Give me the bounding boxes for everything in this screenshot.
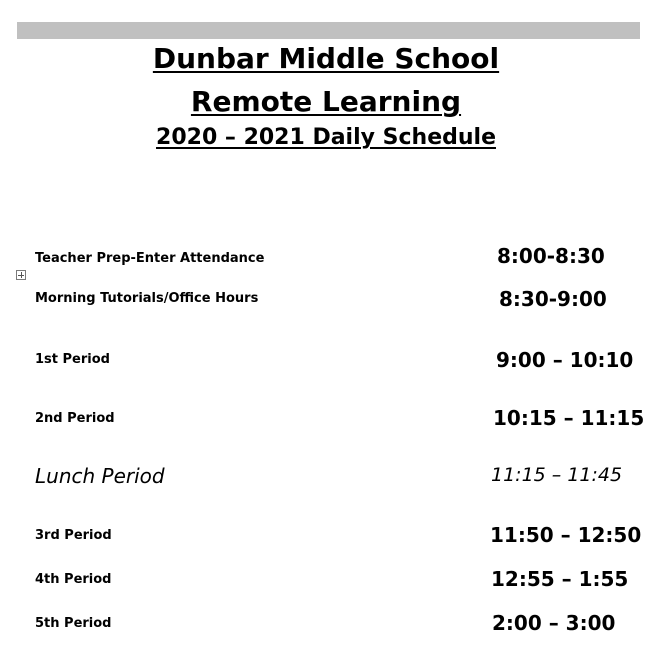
period-time: 8:30-9:00 xyxy=(499,287,607,311)
schedule-title-text: 2020 – 2021 Daily Schedule xyxy=(156,125,496,150)
schedule-row xyxy=(0,244,652,279)
school-name-text: Dunbar Middle School xyxy=(152,42,500,75)
schedule-row xyxy=(0,406,652,439)
schedule-row xyxy=(0,567,652,600)
program-text: Remote Learning xyxy=(190,85,462,118)
school-name-title xyxy=(0,42,652,75)
period-label: 4th Period xyxy=(35,572,112,587)
schedule-title xyxy=(0,125,652,150)
period-time: 9:00 – 10:10 xyxy=(496,348,634,372)
schedule-row xyxy=(0,611,652,644)
schedule-row xyxy=(0,289,652,319)
period-time: 11:15 – 11:45 xyxy=(491,464,623,486)
period-label: 3rd Period xyxy=(35,528,112,543)
period-label: 5th Period xyxy=(35,616,112,631)
period-label: 1st Period xyxy=(35,352,110,367)
period-time: 11:50 – 12:50 xyxy=(490,523,642,547)
schedule-row-lunch xyxy=(0,464,652,494)
schedule-row xyxy=(0,523,652,556)
period-label: Teacher Prep-Enter Attendance xyxy=(35,251,265,266)
period-time: 2:00 – 3:00 xyxy=(492,611,616,635)
program-title xyxy=(0,85,652,118)
period-time: 8:00-8:30 xyxy=(497,244,605,268)
period-label: Morning Tutorials/Office Hours xyxy=(35,291,259,306)
period-time: 10:15 – 11:15 xyxy=(493,406,645,430)
period-label: 2nd Period xyxy=(35,411,115,426)
period-time: 12:55 – 1:55 xyxy=(491,567,629,591)
period-label: Lunch Period xyxy=(35,464,165,488)
document-header-bar xyxy=(17,22,640,39)
schedule-row xyxy=(0,350,652,380)
